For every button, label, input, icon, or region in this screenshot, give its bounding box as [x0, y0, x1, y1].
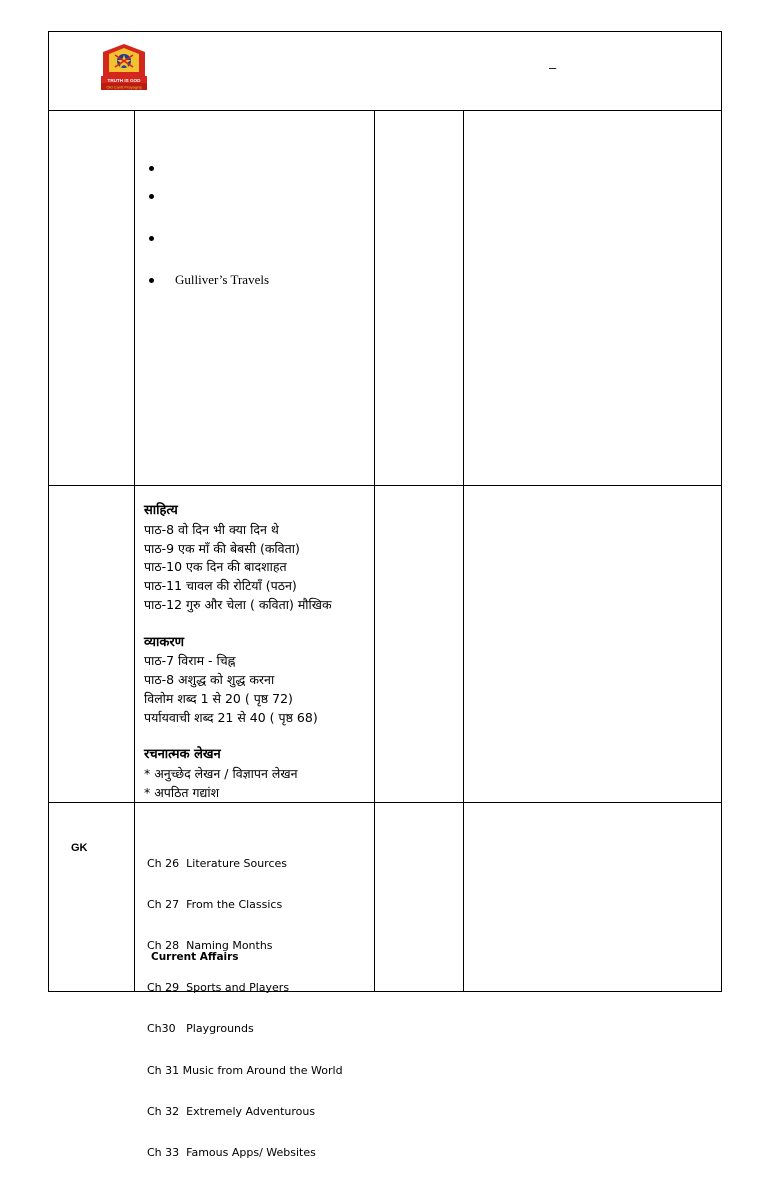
- sahitya-heading: साहित्य: [144, 503, 178, 518]
- list-item: पाठ-11 चावल की रोटियाँ (पठन): [144, 578, 297, 594]
- hindi-syllabus: [144, 502, 332, 803]
- bullet-icon: [149, 166, 154, 171]
- row-divider-header: [49, 110, 721, 111]
- list-item: Ch30 Playgrounds: [147, 1022, 254, 1036]
- list-item: * अनुच्छेद लेखन / विज्ञापन लेखन: [144, 766, 298, 782]
- list-item: पाठ-12 गुरु और चेला ( कविता) मौखिक: [144, 596, 332, 612]
- bullet-icon: [149, 278, 154, 283]
- column-divider-3: [463, 110, 464, 991]
- list-item: Ch 31 Music from Around the World: [147, 1063, 343, 1077]
- list-item: * अपठित गद्यांश: [144, 784, 220, 800]
- list-item: पाठ-8 अशुद्ध को शुद्ध करना: [144, 672, 275, 688]
- current-affairs-label: Current Affairs: [151, 951, 239, 963]
- list-item: पाठ-10 एक दिन की बादशाहत: [144, 559, 287, 575]
- list-item: Ch 33 Famous Apps/ Websites: [147, 1146, 316, 1160]
- list-item: Ch 29 Sports and Players: [147, 980, 290, 994]
- list-item: Ch 32 Extremely Adventurous: [147, 1104, 316, 1118]
- gk-subject-label: GK: [71, 842, 88, 854]
- column-divider-1: [134, 110, 135, 991]
- syllabus-table: [48, 31, 722, 1160]
- bullet-icon: [149, 236, 154, 241]
- list-item: पाठ-9 एक माँ की बेबसी (कविता): [144, 540, 300, 556]
- list-item: Ch 26 Literature Sources: [147, 856, 288, 870]
- list-item: Ch 27 From the Classics: [147, 897, 283, 911]
- gk-chapter-list: [147, 829, 343, 1188]
- bullet-text: Gulliver’s Travels: [175, 272, 270, 287]
- list-item: विलोम शब्द 1 से 20 ( पृष्ठ 72): [144, 690, 293, 706]
- header-dash: –: [549, 60, 557, 75]
- school-crest-icon: [95, 42, 153, 92]
- crest-motto: TRUTH IS GOD: [107, 77, 141, 83]
- column-divider-2: [374, 110, 375, 991]
- row-divider-english: [49, 485, 721, 486]
- list-item: Ch 28 Naming Months: [147, 939, 273, 953]
- bullet-icon: [149, 194, 154, 199]
- list-item: पाठ-8 वो दिन भी क्या दिन थे: [144, 521, 279, 537]
- list-item: पाठ-7 विराम - चिह्न: [144, 653, 236, 669]
- crest-subtitle: Old Cantt Prayagraj: [106, 84, 142, 90]
- lekhan-heading: रचनात्मक लेखन: [144, 747, 221, 763]
- list-item: पर्यायवाची शब्द 21 से 40 ( पृष्ठ 68): [144, 709, 318, 725]
- vyakaran-heading: व्याकरण: [144, 634, 185, 650]
